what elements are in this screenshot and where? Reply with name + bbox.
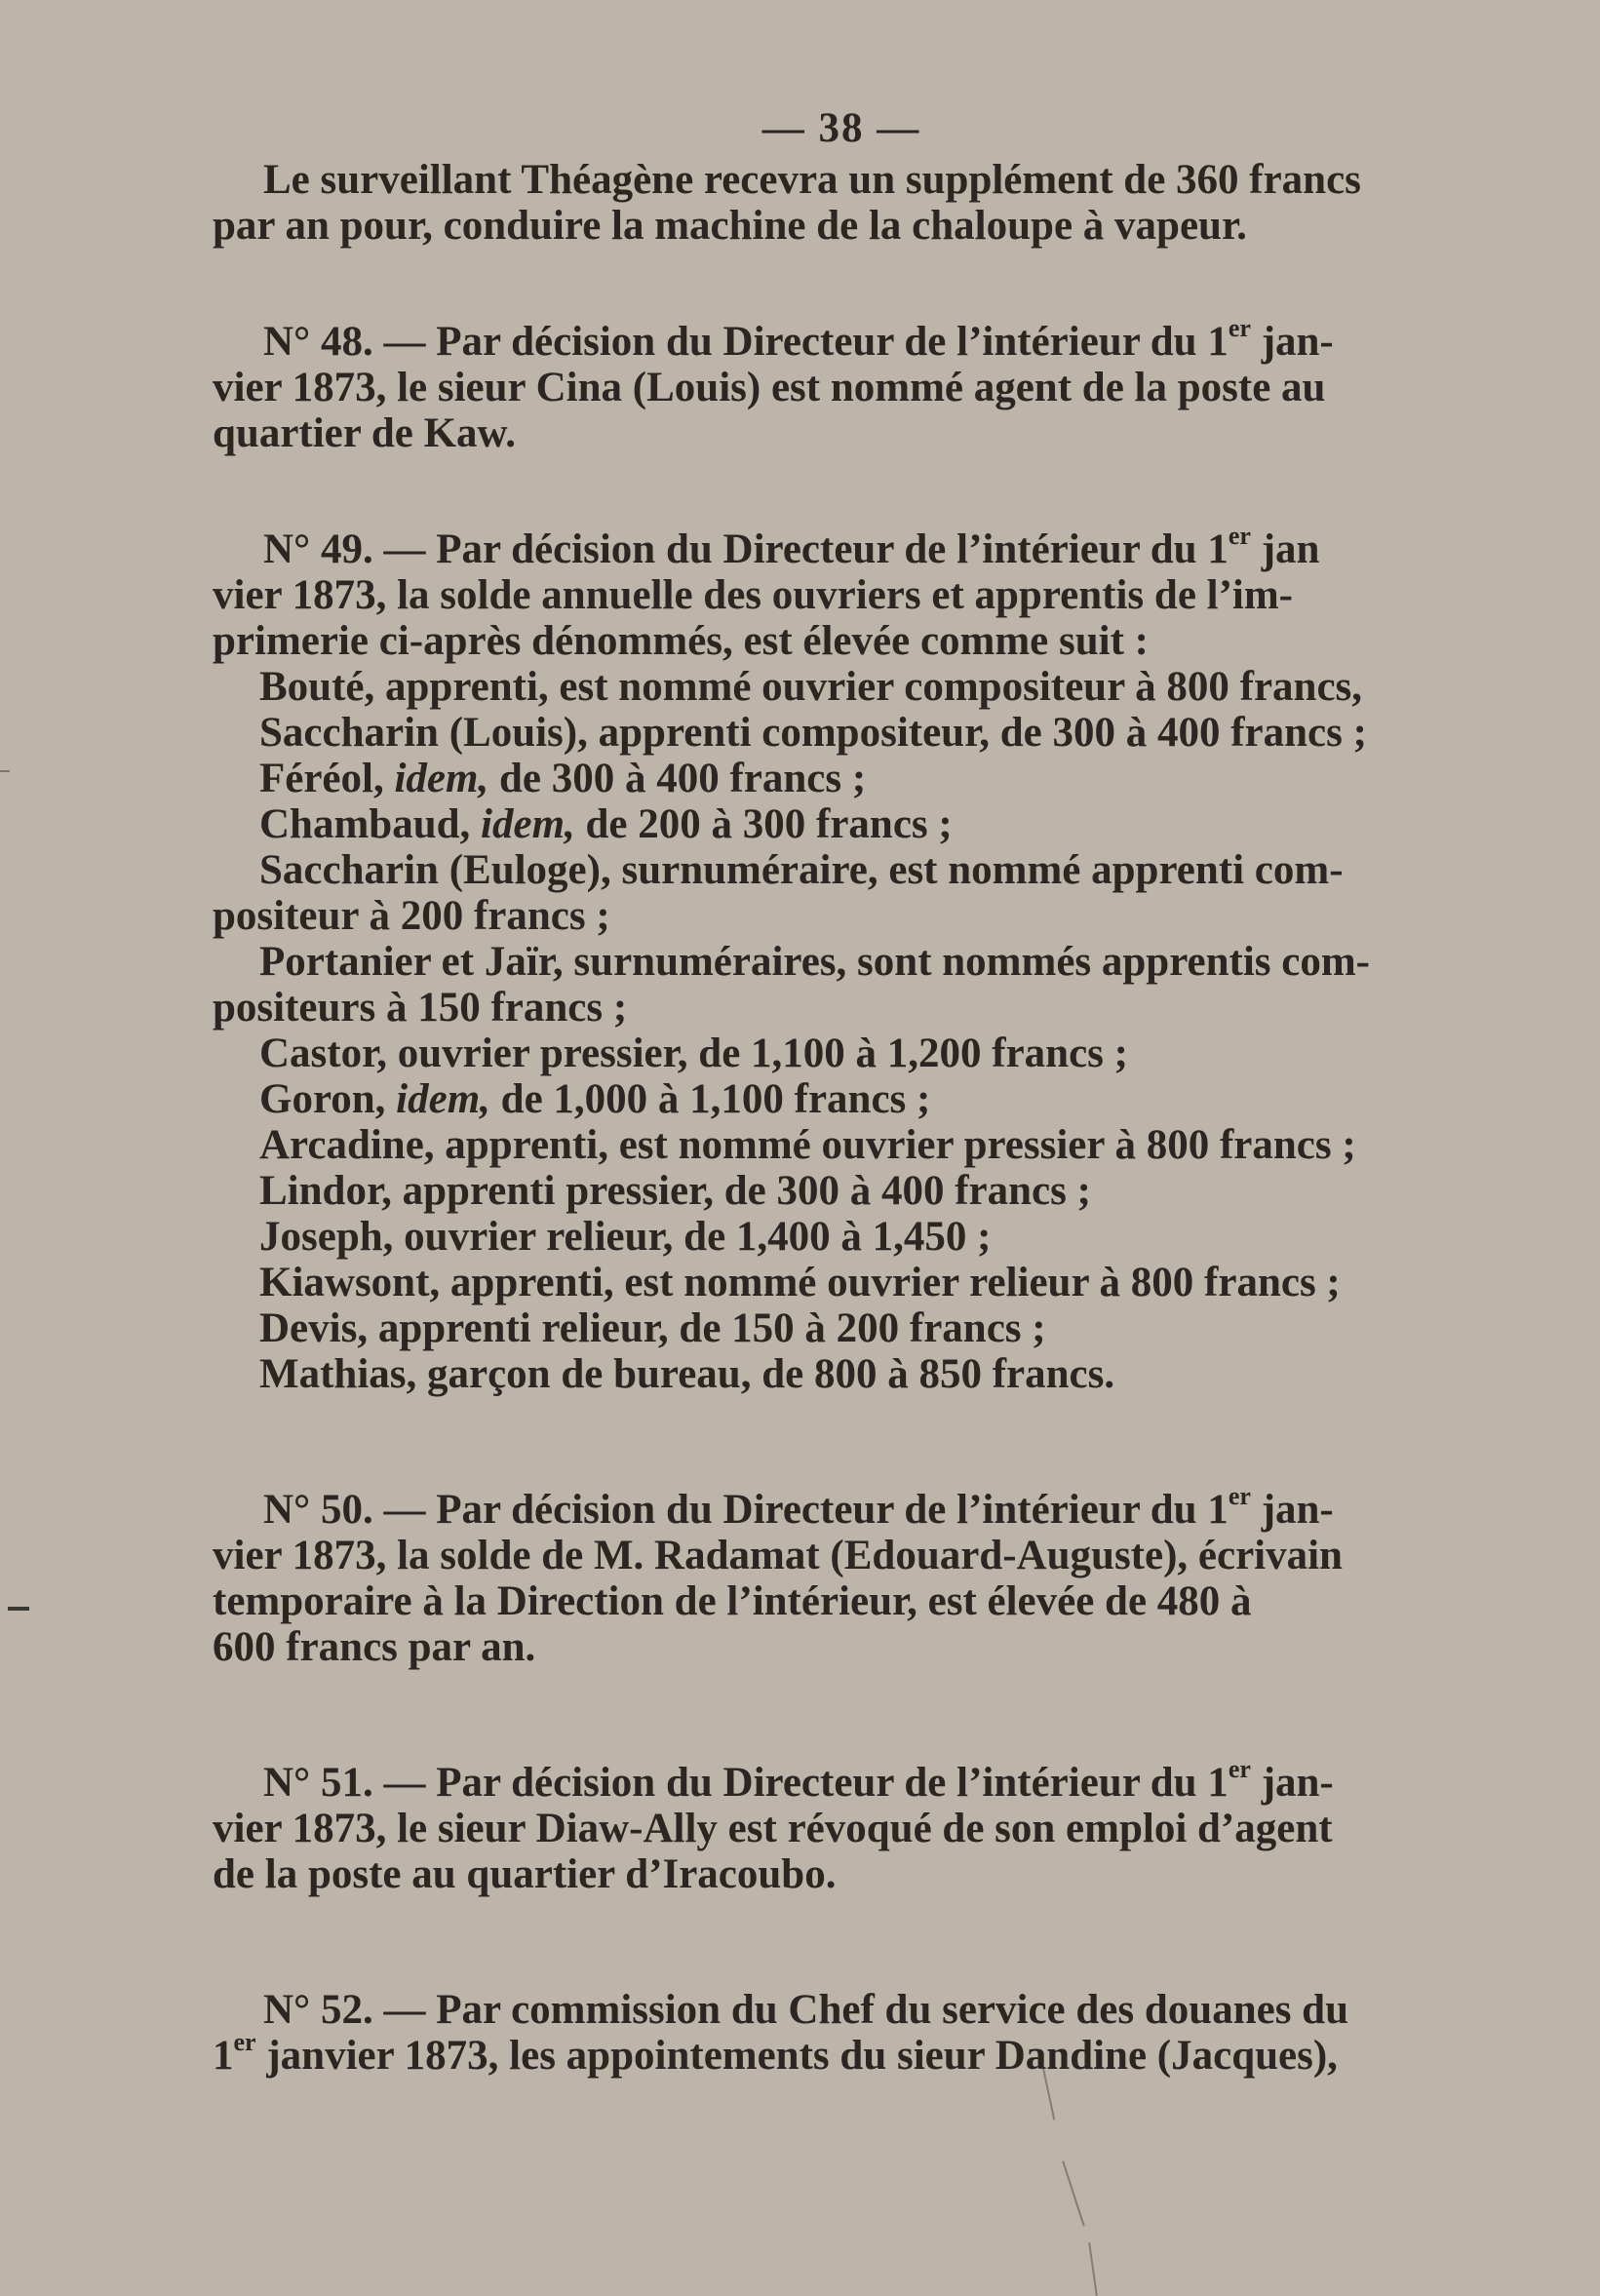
- paper-crease: [1088, 2242, 1098, 2296]
- text-line: 1er janvier 1873, les appointements du sieur Dandine (Jacques),: [213, 2027, 1338, 2079]
- text-line: vier 1873, le sieur Diaw-Ally est révoqué de son emploi d’agent: [213, 1806, 1333, 1851]
- decision-48: [213, 313, 1470, 456]
- page-text: [213, 105, 1470, 2079]
- text-line: temporaire à la Direction de l’intérieur, est élevée de 480 à: [213, 1578, 1252, 1624]
- text-line: N° 49. — Par décision du Directeur de l’intérieur du 1er jan: [263, 521, 1320, 572]
- decision-50: [213, 1481, 1470, 1670]
- text-line: N° 50. — Par décision du Directeur de l’intérieur du 1er jan-: [263, 1481, 1334, 1533]
- list-item-continuation: positeurs à 150 francs ;: [213, 985, 628, 1031]
- list-item: Chambaud, idem, de 200 à 300 francs ;: [259, 801, 953, 847]
- margin-mark: [0, 770, 10, 772]
- list-item: Mathias, garçon de bureau, de 800 à 850 francs.: [259, 1351, 1115, 1397]
- salary-list: [213, 664, 1470, 1397]
- text-line: primerie ci-après dénommés, est élevée comme suit :: [213, 618, 1149, 664]
- decision-51: [213, 1754, 1470, 1897]
- page-number: — 38 —: [761, 105, 921, 151]
- text-line: N° 48. — Par décision du Directeur de l’intérieur du 1er jan-: [263, 313, 1334, 365]
- text-line: N° 52. — Par commission du Chef du service des douanes du: [263, 1987, 1349, 2033]
- list-item: Kiawsont, apprenti, est nommé ouvrier relieur à 800 francs ;: [259, 1260, 1341, 1305]
- text-line: de la poste au quartier d’Iracoubo.: [213, 1851, 837, 1897]
- list-item: Devis, apprenti relieur, de 150 à 200 francs ;: [259, 1305, 1046, 1351]
- paper-crease: [1062, 2160, 1085, 2226]
- list-item: Goron, idem, de 1,000 à 1,100 francs ;: [259, 1076, 931, 1122]
- list-item: Saccharin (Euloge), surnuméraire, est nommé apprenti com-: [259, 847, 1344, 893]
- margin-mark: [8, 1607, 29, 1611]
- text-line: vier 1873, la solde annuelle des ouvriers et apprentis de l’im-: [213, 572, 1294, 618]
- list-item: Castor, ouvrier pressier, de 1,100 à 1,200 francs ;: [259, 1031, 1128, 1076]
- list-item: Arcadine, apprenti, est nommé ouvrier pressier à 800 francs ;: [259, 1122, 1356, 1168]
- list-item: Joseph, ouvrier relieur, de 1,400 à 1,450 ;: [259, 1214, 992, 1260]
- text-line: quartier de Kaw.: [213, 410, 516, 456]
- list-item: Féréol, idem, de 300 à 400 francs ;: [259, 756, 867, 801]
- list-item: Portanier et Jaïr, surnuméraires, sont nommés apprentis com-: [259, 939, 1370, 985]
- list-item-continuation: positeur à 200 francs ;: [213, 893, 610, 939]
- list-item: Lindor, apprenti pressier, de 300 à 400 francs ;: [259, 1168, 1091, 1214]
- intro-paragraph: [213, 157, 1470, 249]
- decision-52: [213, 1987, 1470, 2079]
- text-line: 600 francs par an.: [213, 1624, 536, 1670]
- text-line: N° 51. — Par décision du Directeur de l’intérieur du 1er jan-: [263, 1754, 1334, 1806]
- text-line: Le surveillant Théagène recevra un supplément de 360 francs: [263, 157, 1361, 203]
- text-line: par an pour, conduire la machine de la chaloupe à vapeur.: [213, 203, 1247, 249]
- text-line: vier 1873, le sieur Cina (Louis) est nommé agent de la poste au: [213, 365, 1326, 410]
- list-item: Bouté, apprenti, est nommé ouvrier compositeur à 800 francs,: [259, 664, 1363, 710]
- text-line: vier 1873, la solde de M. Radamat (Edouard-Auguste), écrivain: [213, 1533, 1343, 1578]
- list-item: Saccharin (Louis), apprenti compositeur, de 300 à 400 francs ;: [259, 710, 1367, 756]
- decision-49: [213, 521, 1470, 1397]
